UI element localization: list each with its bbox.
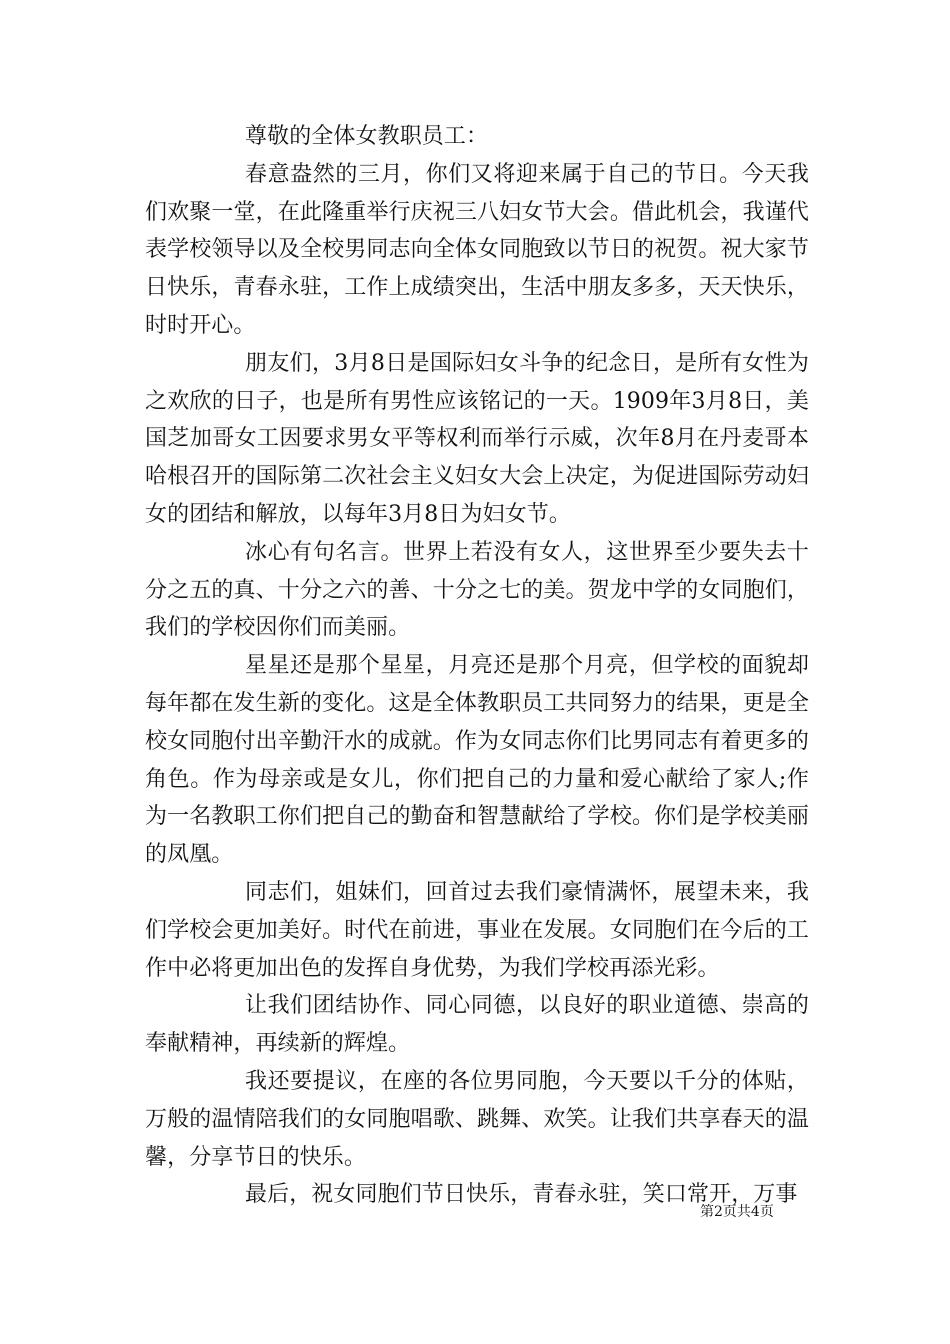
paragraph-6: 让我们团结协作、同心同德，以良好的职业道德、崇高的奉献精神，再续新的辉煌。 [145, 993, 809, 1057]
paragraph-3: 冰心有句名言。世界上若没有女人，这世界至少要失去十分之五的真、十分之六的善、十分之七的美。贺龙中学的女同胞们，我们的学校因你们而美丽。 [145, 539, 809, 641]
paragraph-2: 朋友们，3月8日是国际妇女斗争的纪念日，是所有女性为之欢欣的日子，也是所有男性应该铭记的一天。1909年3月8日，美国芝加哥女工因要求男女平等权利而举行示威，次年8月在丹麦哥本哈根召开的国际第二次社会主义妇女大会上决定，为促进国际劳动妇女的团结和解放，以每年3月8日为妇女节。 [145, 350, 809, 527]
document-body [145, 118, 809, 1214]
paragraph-7: 我还要提议，在座的各位男同胞，今天要以千分的体贴，万般的温情陪我们的女同胞唱歌、跳舞、欢笑。让我们共享春天的温馨，分享节日的快乐。 [145, 1068, 809, 1170]
greeting: 尊敬的全体女教职员工： [245, 124, 489, 149]
paragraph-4: 星星还是那个星星，月亮还是那个月亮，但学校的面貌却每年都在发生新的变化。这是全体教职员工共同努力的结果，更是全校女同胞付出辛勤汗水的成就。作为女同志你们比男同志有着更多的角色。作为母亲或是女儿，你们把自己的力量和爱心献给了家人;作为一名教职工你们把自己的勤奋和智慧献给了学校。你们是学校美丽的凤凰。 [145, 653, 809, 868]
paragraph-8: 最后，祝女同胞们节日快乐，青春永驻，笑口常开，万事 [245, 1182, 798, 1208]
paragraph-1: 春意盎然的三月，你们又将迎来属于自己的节日。今天我们欢聚一堂，在此隆重举行庆祝三八妇女节大会。借此机会，我谨代表学校领导以及全校男同志向全体女同胞致以节日的祝贺。祝大家节日快乐，青春永驻，工作上成绩突出，生活中朋友多多，天天快乐，时时开心。 [145, 161, 809, 338]
paragraph-5: 同志们，姐妹们，回首过去我们豪情满怀，展望未来，我们学校会更加美好。时代在前进，事业在发展。女同胞们在今后的工作中必将更加出色的发挥自身优势，为我们学校再添光彩。 [145, 879, 809, 981]
page-indicator: 第2页共4页 [700, 1204, 774, 1220]
